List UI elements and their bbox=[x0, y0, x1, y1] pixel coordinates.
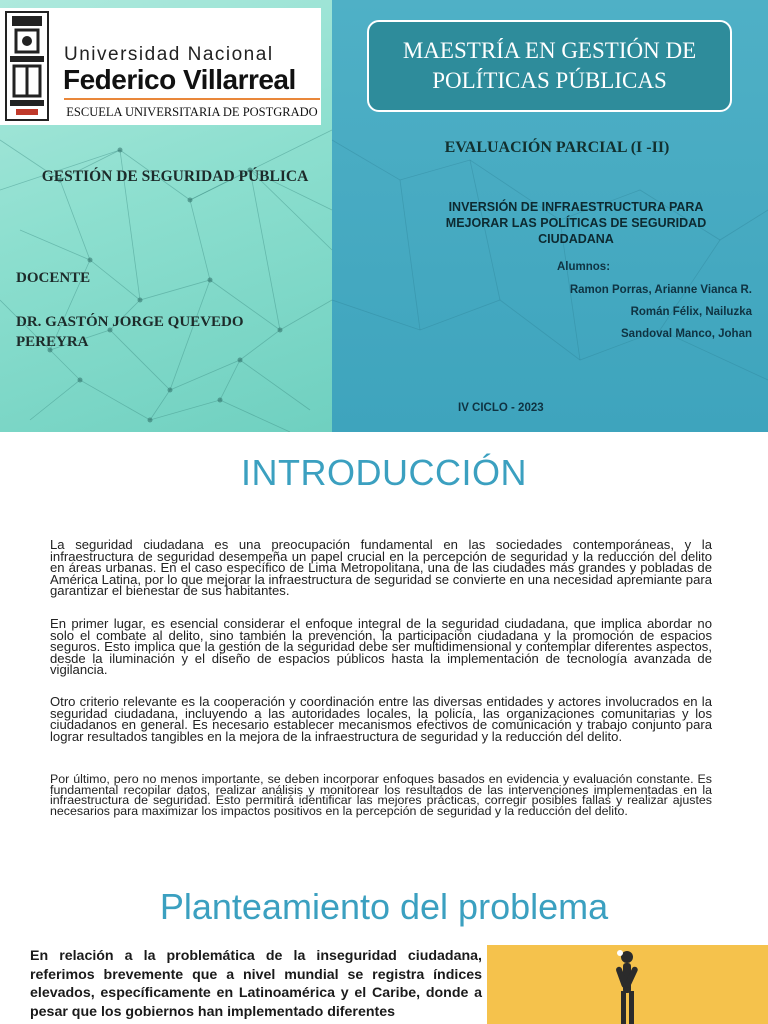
problem-illustration bbox=[487, 945, 768, 1024]
intro-paragraph: Por último, pero no menos importante, se deben incorporar enfoques basados en evidencia y evaluación constante. Es fundamental recopilar datos, realizar análisis y monitorear los resultados de las intervenciones implementadas en la infraestructura de seguridad. Esto permitirá identificar las mejores prácticas, corregir posibles fallas y realizar ajustes necesarios para maximizar los impactos positivos en la percepción de seguridad y la reducción del delito. bbox=[50, 772, 712, 818]
program-banner bbox=[367, 20, 732, 112]
cycle-label: IV CICLO - 2023 bbox=[458, 402, 544, 414]
intro-paragraph: Otro criterio relevante es la cooperación y coordinación entre las diversas entidades y actores involucrados en la seguridad ciudadana, incluyendo a las autoridades locales, la policía, las organizaciones comunitarias y los ciudadanos en general. Es necesario establecer mecanismos efectivos de comunicación y trabajo conjunto para lograr resultados tangibles en la mejora de la infraestructura de seguridad y la reducción del delito. bbox=[50, 694, 712, 744]
cover-banner bbox=[0, 0, 768, 432]
introduction-heading: INTRODUCCIÓN bbox=[241, 452, 527, 493]
program-title: MAESTRÍA EN GESTIÓN DE POLÍTICAS PÚBLICAS bbox=[402, 38, 697, 93]
figure-silhouette-icon bbox=[487, 945, 768, 1024]
docente-label: DOCENTE bbox=[16, 270, 91, 286]
problem-statement-text: En relación a la problemática de la inseguridad ciudadana, referimos brevemente que a nivel mundial se registra índices elevados, específicamente en Latinoamérica y el Caribe, donde a pesar que los gobiernos han implementado diferentes bbox=[30, 948, 482, 1020]
university-logo bbox=[0, 8, 321, 125]
university-crest-icon bbox=[4, 10, 50, 122]
students-label: Alumnos: bbox=[557, 261, 611, 273]
course-title: GESTIÓN DE SEGURIDAD PÚBLICA bbox=[41, 168, 309, 185]
student-name: Sandoval Manco, Johan bbox=[621, 328, 752, 340]
problem-statement-heading: Planteamiento del problema bbox=[159, 886, 609, 927]
docente-name: DR. GASTÓN JORGE QUEVEDO PEREYRA bbox=[16, 314, 244, 350]
school-name: ESCUELA UNIVERSITARIA DE POSTGRADO bbox=[66, 105, 318, 119]
student-name: Román Félix, Nailuzka bbox=[630, 306, 752, 318]
university-name-line2: Federico Villarreal bbox=[63, 64, 296, 95]
university-name-line1: Universidad Nacional bbox=[64, 44, 274, 65]
evaluation-title: EVALUACIÓN PARCIAL (I -II) bbox=[444, 139, 670, 156]
student-name: Ramon Porras, Arianne Vianca R. bbox=[569, 284, 752, 296]
logo-divider bbox=[64, 98, 320, 100]
intro-paragraph: En primer lugar, es esencial considerar el enfoque integral de la seguridad ciudadana, que implica abordar no solo el combate al delito, sino también la prevención, la participación ciudadana y la promoción de espacios seguros. Esto implica que la gestión de la seguridad debe ser multidimensional y contemplar diferentes aspectos, desde la iluminación y el diseño de espacios públicos hasta la implementación de tecnología avanzada de vigilancia. bbox=[50, 616, 712, 678]
intro-paragraph: La seguridad ciudadana es una preocupación fundamental en las sociedades contemporáneas, y la infraestructura de seguridad desempeña un papel crucial en la percepción de seguridad y la reducción del delito en áreas urbanas. En el caso específico de Lima Metropolitana, una de las ciudades más grandes y pobladas de América Latina, por lo que mejorar la infraestructura de seguridad se convierte en una necesidad apremiante para garantizar el bienestar de sus habitantes. bbox=[50, 537, 712, 599]
topic-title: INVERSIÓN DE INFRAESTRUCTURA PARA MEJORAR LAS POLÍTICAS DE SEGURIDAD CIUDADANA bbox=[445, 200, 707, 246]
